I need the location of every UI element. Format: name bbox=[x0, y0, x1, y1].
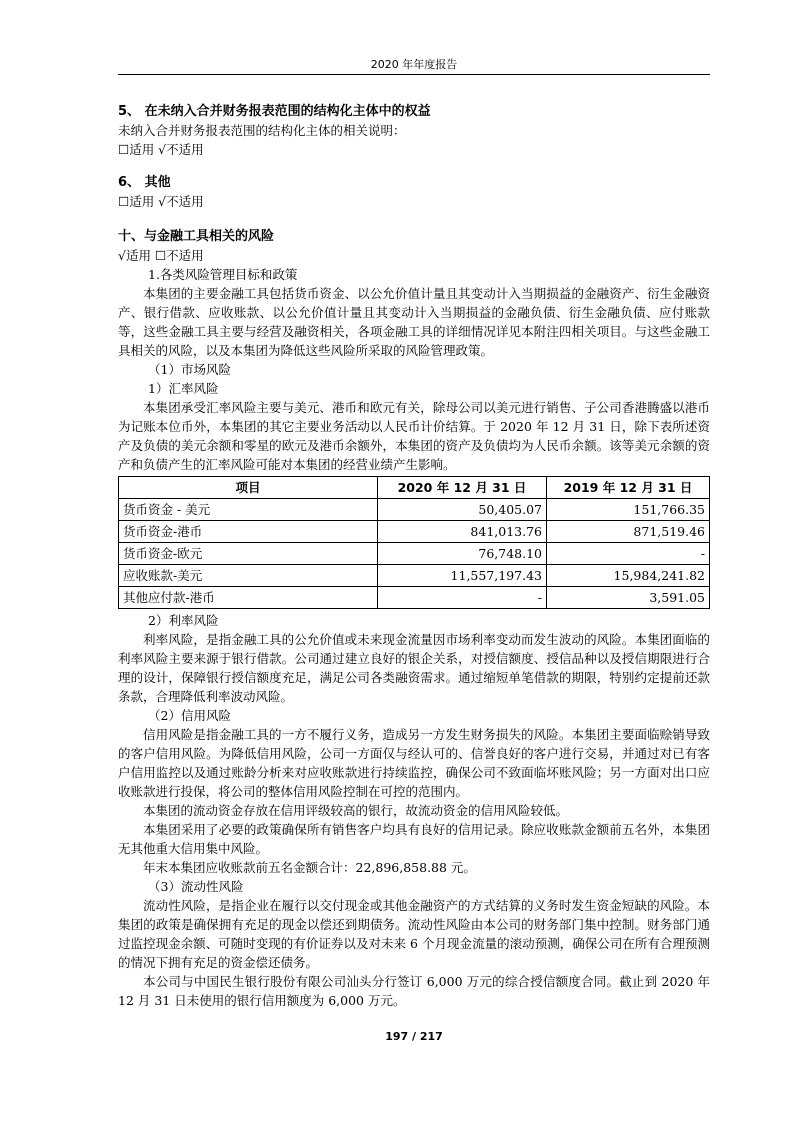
section-5-heading: 5、 在未纳入合并财务报表范围的结构化主体中的权益 bbox=[118, 104, 431, 119]
credit-risk-paragraph-4: 年末本集团应收账款前五名金额合计：22,896,858.88 元。 bbox=[143, 860, 476, 875]
market-risk-heading: （1）市场风险 bbox=[148, 362, 231, 377]
table-row bbox=[119, 499, 710, 521]
table-cell-item: 应收账款-美元 bbox=[119, 565, 378, 587]
table-row bbox=[119, 587, 710, 609]
table-cell-item: 其他应付款-港币 bbox=[119, 587, 378, 609]
credit-risk-paragraph-2: 本集团的流动资金存放在信用评级较高的银行，故流动资金的信用风险较低。 bbox=[143, 803, 569, 818]
section-10-heading: 十、与金融工具相关的风险 bbox=[118, 229, 275, 244]
table-cell-item: 货币资金-欧元 bbox=[119, 543, 378, 565]
section-10-options: √适用 ☐不适用 bbox=[118, 248, 204, 263]
fx-risk-heading: 1）汇率风险 bbox=[148, 381, 219, 396]
credit-risk-paragraph-3: 本集团采用了必要的政策确保所有销售客户均具有良好的信用记录。除应收账款金额前五名外，本集团无其他重大信用集中风险。 bbox=[118, 822, 710, 856]
credit-risk-heading: （2）信用风险 bbox=[148, 708, 231, 723]
risk-management-subheading: 1.各类风险管理目标和政策 bbox=[148, 267, 298, 282]
table-cell-2020: 50,405.07 bbox=[378, 499, 547, 521]
table-header-row bbox=[119, 477, 710, 499]
table-header-2020: 2020 年 12 月 31 日 bbox=[378, 477, 547, 499]
interest-rate-risk-paragraph: 利率风险，是指金融工具的公允价值或未来现金流量因市场利率变动而发生波动的风险。本集团面临的利率风险主要来源于银行借款。公司通过建立良好的银企关系，对授信额度、授信品种以及授信期限进行合理的设计，保障银行授信额度充足，满足公司各类融资需求。通过缩短单笔借款的期限，特别约定提前还款条款，合理降低利率波动风险。 bbox=[118, 632, 710, 704]
header-rule bbox=[118, 74, 710, 75]
section-5-description: 未纳入合并财务报表范围的结构化主体的相关说明： bbox=[118, 123, 406, 138]
fx-risk-paragraph: 本集团承受汇率风险主要与美元、港币和欧元有关，除母公司以美元进行销售、子公司香港腾盛以港币为记账本位币外，本集团的其它主要业务活动以人民币计价结算。于 2020 年 12 月 31 日，除下表所述资产及负债的美元余额和零星的欧元及港币余额外，本集团的资产及负债均为人民币余额。该等美元余额的资产和负债产生的汇率风险可能对本集团的经营业绩产生影响。 bbox=[118, 400, 710, 472]
liquidity-risk-heading: （3）流动性风险 bbox=[148, 879, 244, 894]
table-cell-2019: 151,766.35 bbox=[547, 499, 710, 521]
table-cell-2019: 3,591.05 bbox=[547, 587, 710, 609]
table-cell-2020: 11,557,197.43 bbox=[378, 565, 547, 587]
table-cell-2019: - bbox=[547, 543, 710, 565]
table-cell-2019: 871,519.46 bbox=[547, 521, 710, 543]
table-cell-2020: 841,013.76 bbox=[378, 521, 547, 543]
table-header-2019: 2019 年 12 月 31 日 bbox=[547, 477, 710, 499]
table-cell-2020: 76,748.10 bbox=[378, 543, 547, 565]
table-cell-item: 货币资金-港币 bbox=[119, 521, 378, 543]
section-5-options: ☐适用 √不适用 bbox=[118, 142, 204, 157]
page-content bbox=[118, 96, 710, 1010]
risk-intro-paragraph: 本集团的主要金融工具包括货币资金、以公允价值计量且其变动计入当期损益的金融资产、衍生金融资产、银行借款、应收账款、以公允价值计量且其变动计入当期损益的金融负债、衍生金融负债、应付账款等，这些金融工具主要与经营及融资相关，各项金融工具的详细情况详见本附注四相关项目。与这些金融工具相关的风险，以及本集团为降低这些风险所采取的风险管理政策。 bbox=[118, 286, 710, 358]
table-cell-2020: - bbox=[378, 587, 547, 609]
section-6-heading: 6、 其他 bbox=[118, 175, 171, 190]
page-number: 197 / 217 bbox=[385, 1030, 443, 1043]
liquidity-risk-paragraph-2: 本公司与中国民生银行股份有限公司汕头分行签订 6,000 万元的综合授信额度合同。截止到 2020 年 12 月 31 日未使用的银行信用额度为 6,000 万元。 bbox=[118, 974, 710, 1008]
fx-balance-table bbox=[118, 476, 710, 609]
credit-risk-paragraph-1: 信用风险是指金融工具的一方不履行义务，造成另一方发生财务损失的风险。本集团主要面临赊销导致的客户信用风险。为降低信用风险，公司一方面仅与经认可的、信誉良好的客户进行交易，并通过对已有客户信用监控以及通过账龄分析来对应收账款进行持续监控，确保公司不致面临坏账风险；另一方面对出口应收账款进行投保，将公司的整体信用风险控制在可控的范围内。 bbox=[118, 727, 710, 799]
table-row bbox=[119, 543, 710, 565]
section-6-options: ☐适用 √不适用 bbox=[118, 194, 204, 209]
interest-rate-risk-heading: 2）利率风险 bbox=[148, 613, 219, 628]
table-cell-item: 货币资金 - 美元 bbox=[119, 499, 378, 521]
table-row bbox=[119, 521, 710, 543]
table-row bbox=[119, 565, 710, 587]
table-header-item: 项目 bbox=[119, 477, 378, 499]
table-cell-2019: 15,984,241.82 bbox=[547, 565, 710, 587]
page-header: 2020 年年度报告 bbox=[370, 58, 458, 71]
liquidity-risk-paragraph-1: 流动性风险，是指企业在履行以交付现金或其他金融资产的方式结算的义务时发生资金短缺的风险。本集团的政策是确保拥有充足的现金以偿还到期债务。流动性风险由本公司的财务部门集中控制。财务部门通过监控现金余额、可随时变现的有价证券以及对未来 6 个月现金流量的滚动预测，确保公司在所有合理预测的情况下拥有充足的资金偿还债务。 bbox=[118, 898, 710, 970]
